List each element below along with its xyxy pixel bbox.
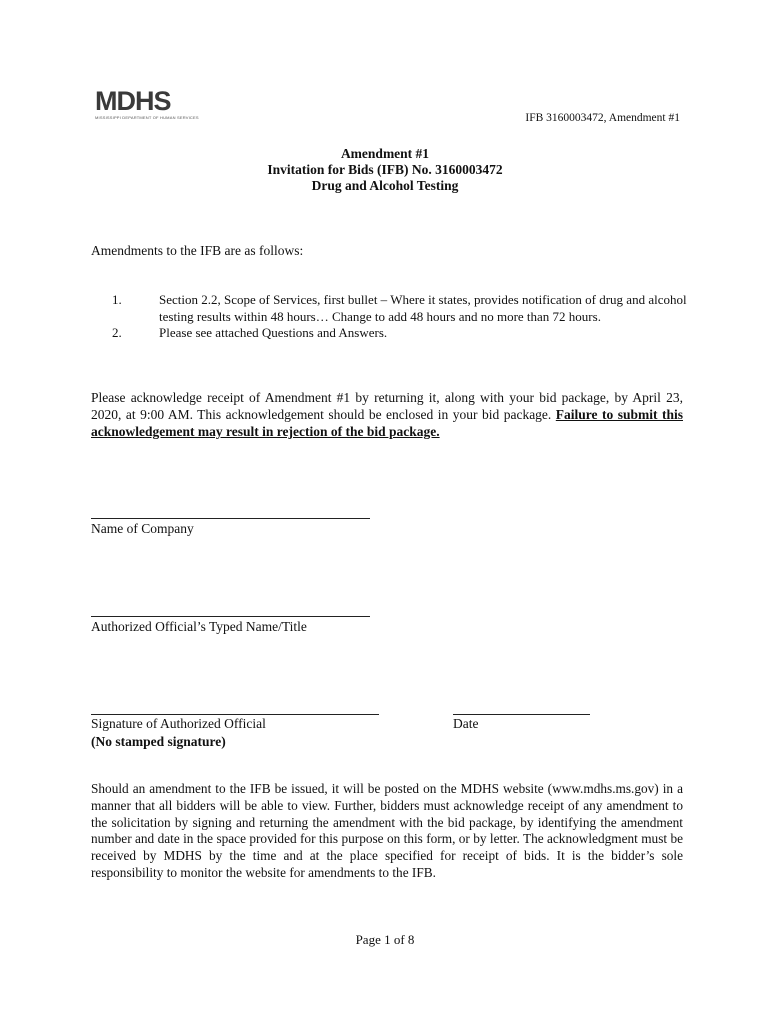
- title-line-2: Invitation for Bids (IFB) No. 3160003472: [267, 162, 503, 177]
- document-title: [0, 146, 770, 194]
- list-item-text: Section 2.2, Scope of Services, first bullet – Where it states, provides notification of drug and alcohol testing results within 48 hours… Change to add 48 hours and no more than 72 hours.: [159, 292, 687, 324]
- amendment-list: [91, 292, 691, 342]
- list-item: [91, 325, 691, 342]
- acknowledgement-text: Please acknowledge receipt of Amendment #1 by returning it, along with your bid package, by April 23, 2020, at 9:00 AM. This acknowledgement should be enclosed in your bid package.: [91, 390, 683, 422]
- signature-note: (No stamped signature): [91, 734, 226, 749]
- date-line[interactable]: [453, 714, 590, 715]
- logo-subtitle: MISSISSIPPI DEPARTMENT OF HUMAN SERVICES: [95, 115, 199, 120]
- signature-label: Signature of Authorized Official: [91, 716, 266, 731]
- official-name-line[interactable]: [91, 616, 370, 617]
- official-name-label: Authorized Official’s Typed Name/Title: [91, 619, 307, 634]
- list-item-text: Please see attached Questions and Answers.: [159, 325, 388, 340]
- mdhs-logo: [95, 86, 199, 120]
- title-line-3: Drug and Alcohol Testing: [311, 178, 459, 193]
- list-item-number: 2.: [112, 325, 122, 340]
- logo-text: MDHS: [95, 86, 171, 116]
- list-item: [91, 292, 691, 325]
- company-label: Name of Company: [91, 521, 194, 536]
- rejection-warning: Failure to submit this acknowledgement may result in rejection of the bid package.: [91, 407, 683, 439]
- company-signature-line[interactable]: [91, 518, 370, 519]
- signature-line[interactable]: [91, 714, 379, 715]
- list-item-number: 1.: [112, 292, 122, 307]
- date-label: Date: [453, 716, 479, 731]
- closing-paragraph: Should an amendment to the IFB be issued, it will be posted on the MDHS website (www.mdhs.ms.gov) in a manner that all bidders will be able to view. Further, bidders must acknowledge receipt of any amendment to the solicitation by signing and returning the amendment with the bid package, by identifying the amendment number and date in the space provided for this purpose on this form, or by letter. The acknowledgment must be received by MDHS by the time and at the place specified for receipt of bids. It is the bidder’s sole responsibility to monitor the website for amendments to the IFB.: [91, 781, 683, 880]
- page-number: Page 1 of 8: [355, 932, 415, 947]
- header-reference: IFB 3160003472, Amendment #1: [525, 112, 680, 124]
- intro-text: Amendments to the IFB are as follows:: [91, 243, 304, 258]
- acknowledgement-paragraph: [91, 389, 683, 440]
- title-line-1: Amendment #1: [340, 146, 430, 161]
